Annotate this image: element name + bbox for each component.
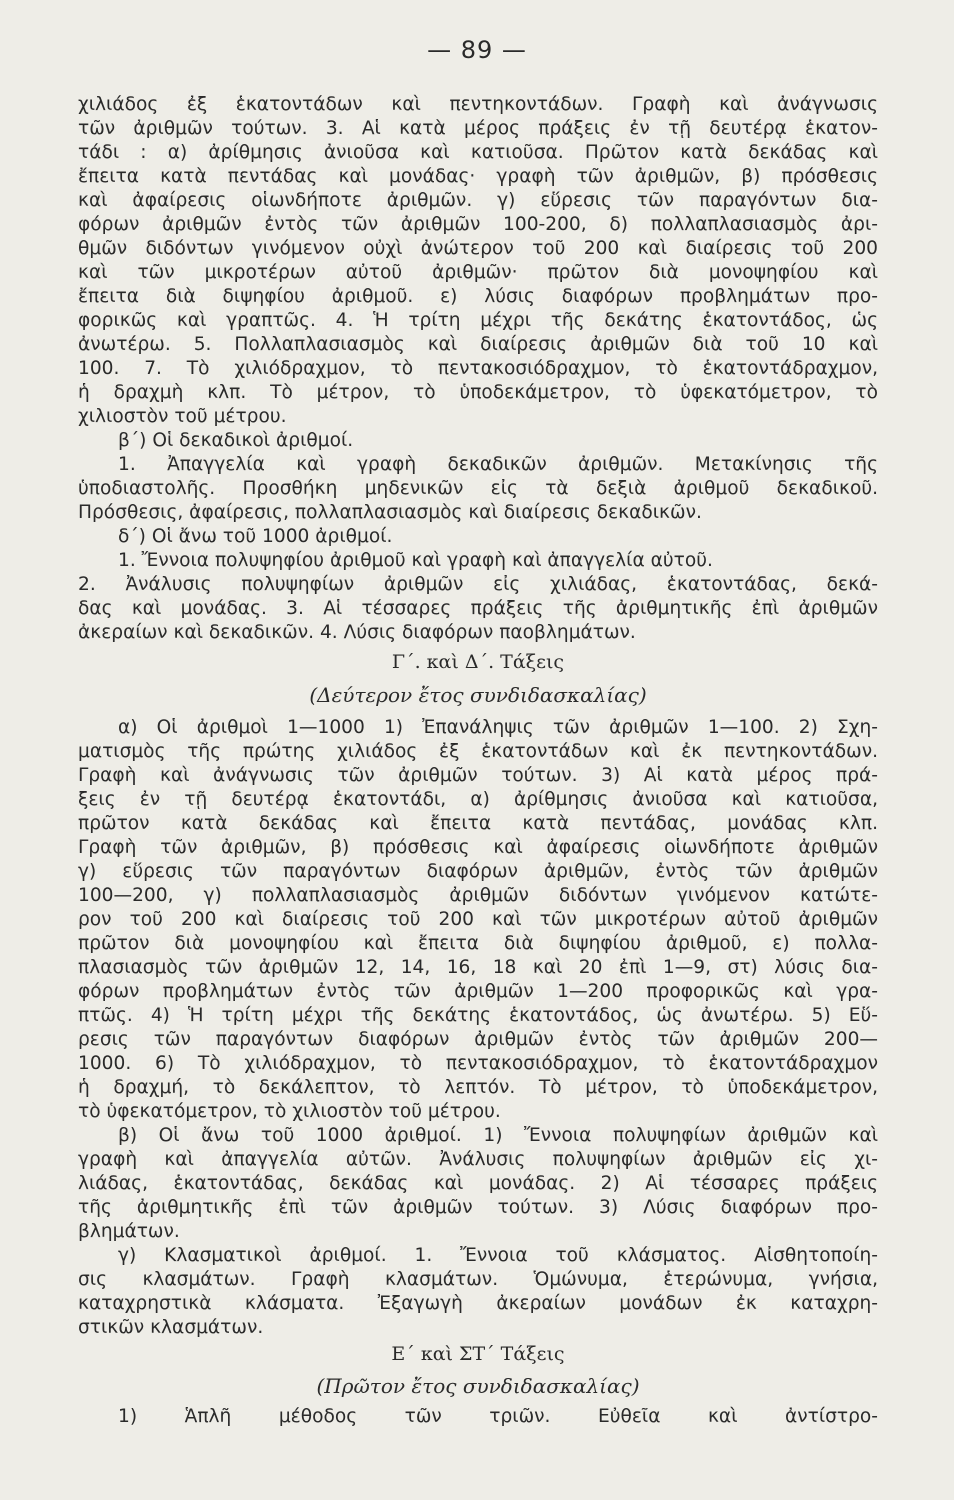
text-line: Πρόσθεσις, ἀφαίρεσις, πολλαπλασιασμὸς καὶ διαίρεσις δεκαδικῶν. <box>78 502 702 523</box>
text-line: ἀκεραίων καὶ δεκαδικῶν. 4. Λύσις διαφόρων παοβλημάτων. <box>78 622 636 643</box>
text-line: καὶ τῶν μικροτέρων αὐτοῦ ἀριθμῶν· πρῶτον διὰ μονοψηφίου καὶ <box>78 262 878 283</box>
text-line: 100—200, γ) πολλαπλασιασμὸς ἀριθμῶν διδόντων γινόμενον κατώτε- <box>78 885 878 906</box>
text-line: 1000. 6) Τὸ χιλιόδραχμον, τὸ πεντακοσιόδραχμον, τὸ ἑκατοντάδραχμον <box>78 1053 878 1074</box>
text-line: τῆς ἀριθμητικῆς ἐπὶ τῶν ἀριθμῶν τούτων. 3) Λύσις διαφόρων προ- <box>78 1197 878 1218</box>
text-line: ἀνωτέρω. 5. Πολλαπλασιασμὸς καὶ διαίρεσις ἀριθμῶν διὰ τοῦ 10 καὶ <box>78 334 878 355</box>
text-line: ρεσις τῶν παραγόντων διαφόρων ἀριθμῶν ἐντὸς τῶν ἀριθμῶν 200— <box>78 1029 878 1050</box>
text-line: σις κλασμάτων. Γραφὴ κλασμάτων. Ὁμώνυμα, ἑτερώνυμα, γνήσια, <box>78 1269 878 1290</box>
text-line: Γραφὴ καὶ ἀνάγνωσις τῶν ἀριθμῶν τούτων. 3) Αἱ κατὰ μέρος πρά- <box>78 765 878 786</box>
text-line: πλασιασμὸς τῶν ἀριθμῶν 12, 14, 16, 18 καὶ 20 ἐπὶ 1—9, στ) λύσις δια- <box>78 957 878 978</box>
text-line: λιάδας, ἑκατοντάδας, δεκάδας καὶ μονάδας. 2) Αἱ τέσσαρες πράξεις <box>78 1173 878 1194</box>
class-heading: Ε΄ καὶ ΣΤ΄ Τάξεις <box>391 1343 565 1365</box>
text-line: στικῶν κλασμάτων. <box>78 1317 264 1338</box>
text-line: Γραφὴ τῶν ἀριθμῶν, β) πρόσθεσις καὶ ἀφαίρεσις οἱωνδήποτε ἀριθμῶν <box>78 837 878 858</box>
text-line: 2. Ἀνάλυσις πολυψηφίων ἀριθμῶν εἰς χιλιάδας, ἑκατοντάδας, δεκά- <box>78 574 878 595</box>
section-heading: β΄) Οἱ δεκαδικοὶ ἀριθμοί. <box>118 430 354 451</box>
text-line: ξεις ἐν τῇ δευτέρᾳ ἑκατοντάδι, α) ἀρίθμησις ἀνιοῦσα καὶ κατιοῦσα, <box>78 789 878 810</box>
class-subheading: (Δεύτερον ἔτος συνδιδασκαλίας) <box>309 683 647 707</box>
text-line: καταχρηστικὰ κλάσματα. Ἐξαγωγὴ ἀκεραίων μονάδων ἐκ καταχρη- <box>78 1293 878 1314</box>
page-number: — 89 — <box>427 36 527 64</box>
text-line: β) Οἱ ἄνω τοῦ 1000 ἀριθμοί. 1) Ἔννοια πολυψηφίων ἀριθμῶν καὶ <box>118 1125 878 1146</box>
text-line: βλημάτων. <box>78 1221 180 1242</box>
text-line: ὑποδιαστολῆς. Προσθήκη μηδενικῶν εἰς τὰ δεξιὰ ἀριθμοῦ δεκαδικοῦ. <box>78 478 878 499</box>
text-line: 1. Ἀπαγγελία καὶ γραφὴ δεκαδικῶν ἀριθμῶν. Μετακίνησις τῆς <box>118 454 878 475</box>
text-line: τῶν ἀριθμῶν τούτων. 3. Αἱ κατὰ μέρος πράξεις ἐν τῇ δευτέρᾳ ἑκατον- <box>78 118 878 139</box>
text-line: δας καὶ μονάδας. 3. Αἱ τέσσαρες πράξεις τῆς ἀριθμητικῆς ἐπὶ ἀριθμῶν <box>78 598 878 619</box>
text-line: 100. 7. Τὸ χιλιόδραχμον, τὸ πεντακοσιόδραχμον, τὸ ἑκατοντάδραχμον, <box>78 358 878 379</box>
text-line: ρον τοῦ 200 καὶ διαίρεσις τοῦ 200 καὶ τῶν μικροτέρων αὐτοῦ ἀριθμῶν <box>78 909 878 930</box>
text-line: καὶ ἀφαίρεσις οἱωνδήποτε ἀριθμῶν. γ) εὕρεσις τῶν παραγόντων δια- <box>78 190 878 211</box>
text-line: φορικῶς καὶ γραπτῶς. 4. Ἡ τρίτη μέχρι τῆς δεκάτης ἑκατοντάδος, ὡς <box>78 310 878 331</box>
text-line: γ) εὕρεσις τῶν παραγόντων διαφόρων ἀριθμῶν, ἐντὸς τῶν ἀριθμῶν <box>78 861 878 882</box>
text-line: ἡ δραχμὴ κλπ. Τὸ μέτρον, τὸ ὑποδεκάμετρον, τὸ ὑφεκατόμετρον, τὸ <box>78 382 878 403</box>
text-line: πτῶς. 4) Ἡ τρίτη μέχρι τῆς δεκάτης ἑκατοντάδος, ὡς ἀνωτέρω. 5) Εὕ- <box>78 1005 878 1026</box>
text-line: φόρων προβλημάτων ἐντὸς τῶν ἀριθμῶν 1—200 προφορικῶς καὶ γρα- <box>78 981 878 1002</box>
text-line: τάδι : α) ἀρίθμησις ἀνιοῦσα καὶ κατιοῦσα. Πρῶτον κατὰ δεκάδας καὶ <box>78 142 878 163</box>
text-line: θμῶν διδόντων γινόμενον οὐχὶ ἀνώτερον τοῦ 200 καὶ διαίρεσις τοῦ 200 <box>78 238 878 259</box>
text-line: ἔπειτα διὰ διψηφίου ἀριθμοῦ. ε) λύσις διαφόρων προβλημάτων προ- <box>78 286 878 307</box>
text-line: α) Οἱ ἀριθμοὶ 1—1000 1) Ἐπανάληψις τῶν ἀριθμῶν 1—100. 2) Σχη- <box>118 717 878 738</box>
section-heading: δ΄) Οἱ ἄνω τοῦ 1000 ἀριθμοί. <box>118 526 393 547</box>
text-line: ματισμὸς τῆς πρώτης χιλιάδος ἐξ ἑκατοντάδων καὶ ἐκ πεντηκοντάδων. <box>78 741 878 762</box>
text-line: φόρων ἀριθμῶν ἐντὸς τῶν ἀριθμῶν 100-200, δ) πολλαπλασιασμὸς ἀρι- <box>78 214 878 235</box>
class-subheading: (Πρῶτον ἔτος συνδιδασκαλίας) <box>316 1374 640 1398</box>
class-heading: Γ΄. καὶ Δ΄. Τάξεις <box>391 651 565 673</box>
text-line: γ) Κλασματικοὶ ἀριθμοί. 1. Ἔννοια τοῦ κλάσματος. Αἰσθητοποίη- <box>118 1245 878 1266</box>
text-line: πρῶτον κατὰ δεκάδας καὶ ἔπειτα κατὰ πεντάδας, μονάδας κλπ. <box>78 813 878 834</box>
text-line: ἡ δραχμή, τὸ δεκάλεπτον, τὸ λεπτόν. Τὸ μέτρον, τὸ ὑποδεκάμετρον, <box>78 1077 878 1098</box>
text-line: 1) Ἁπλῆ μέθοδος τῶν τριῶν. Εὐθεῖα καὶ ἀντίστρο- <box>118 1406 878 1427</box>
text-line: 1. Ἔννοια πολυψηφίου ἀριθμοῦ καὶ γραφὴ καὶ ἀπαγγελία αὐτοῦ. <box>118 550 713 571</box>
text-line: τὸ ὑφεκατόμετρον, τὸ χιλιοστὸν τοῦ μέτρου. <box>78 1101 501 1122</box>
text-line: πρῶτον διὰ μονοψηφίου καὶ ἔπειτα διὰ διψηφίου ἀριθμοῦ, ε) πολλα- <box>78 933 878 954</box>
text-line: ἔπειτα κατὰ πεντάδας καὶ μονάδας· γραφὴ τῶν ἀριθμῶν, β) πρόσθεσις <box>78 166 878 187</box>
text-line: χιλιάδος ἐξ ἑκατοντάδων καὶ πεντηκοντάδων. Γραφὴ καὶ ἀνάγνωσις <box>78 94 878 115</box>
text-line: γραφὴ καὶ ἀπαγγελία αὐτῶν. Ἀνάλυσις πολυψηφίων ἀριθμῶν εἰς χι- <box>78 1149 878 1170</box>
text-line: χιλιοστὸν τοῦ μέτρου. <box>78 406 287 427</box>
